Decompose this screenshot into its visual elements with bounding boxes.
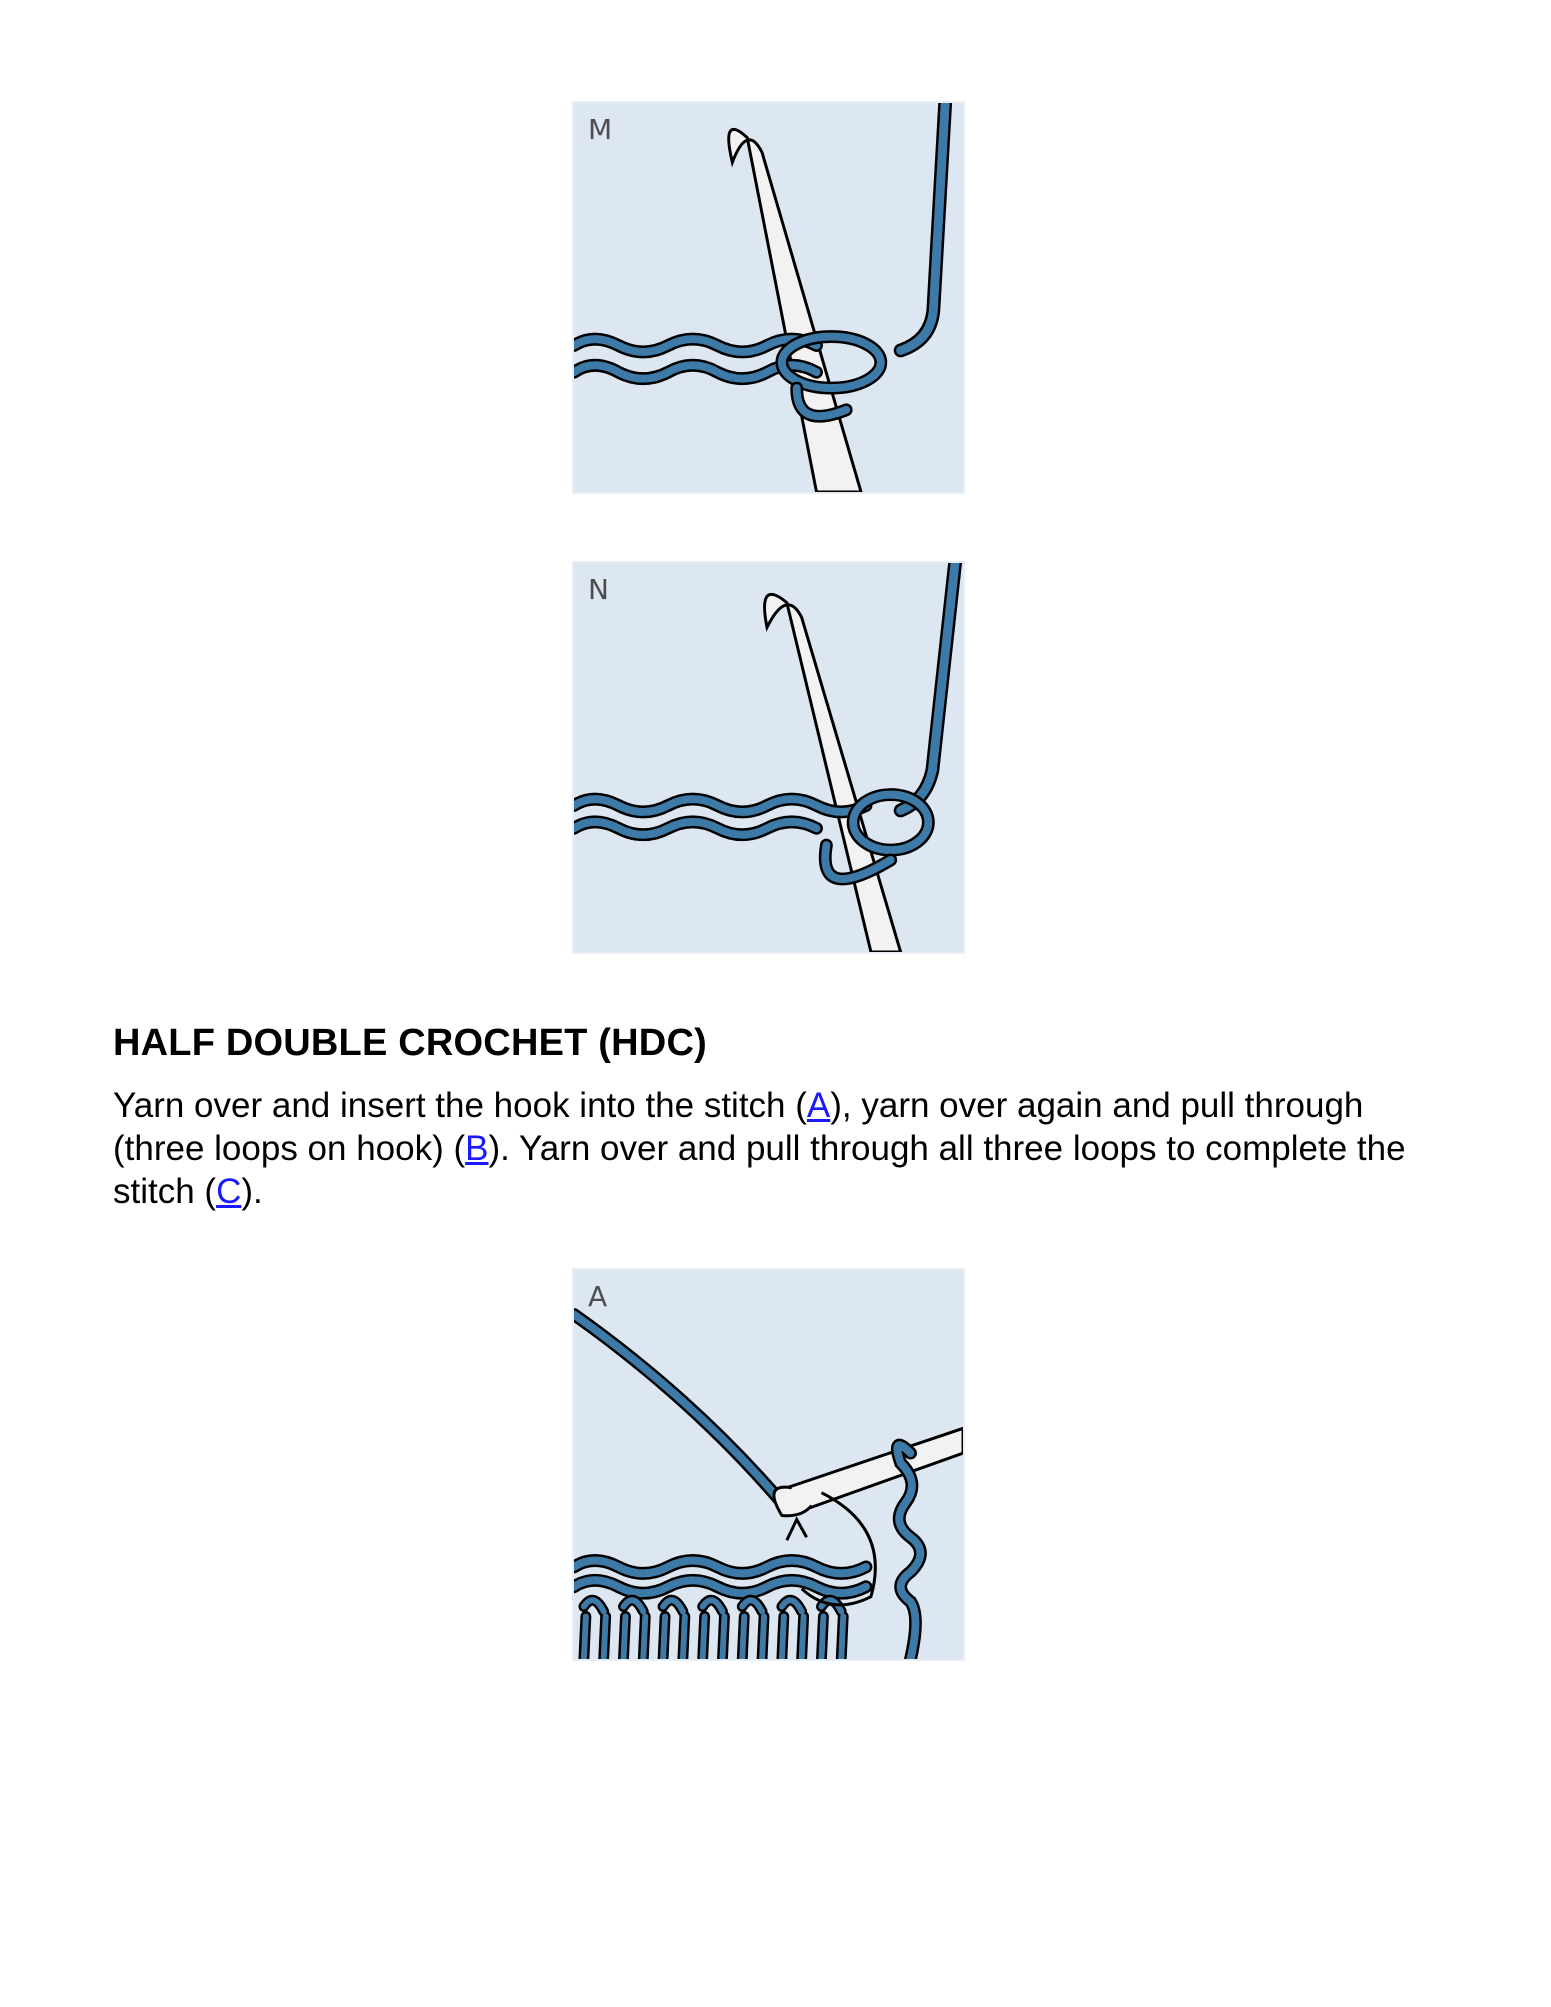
illustration-m <box>572 101 965 494</box>
section-heading: HALF DOUBLE CROCHET (HDC) <box>113 1022 707 1064</box>
illustration-a <box>572 1268 965 1661</box>
link-figure-b[interactable]: B <box>465 1129 489 1168</box>
instructions-text-4: ). <box>241 1172 263 1211</box>
crochet-hook-illustration-n <box>574 563 963 952</box>
instructions-paragraph <box>113 1084 1443 1213</box>
link-figure-a[interactable]: A <box>806 1086 831 1125</box>
instructions-text-3: ). Yarn over and pull through all three loops to complete the stitch ( <box>113 1129 1406 1211</box>
link-figure-c[interactable]: C <box>216 1172 242 1211</box>
figure-label-m: M <box>588 113 613 146</box>
illustration-n <box>572 561 965 954</box>
instructions-text-2: ), yarn over again and pull through (three loops on hook) ( <box>113 1086 1364 1168</box>
instructions-text-1: Yarn over and insert the hook into the stitch ( <box>113 1086 807 1125</box>
figure-label-n: N <box>588 573 609 606</box>
crochet-hook-illustration-a <box>574 1270 963 1659</box>
crochet-hook-illustration-m <box>574 103 963 492</box>
figure-label-a: A <box>588 1280 608 1313</box>
